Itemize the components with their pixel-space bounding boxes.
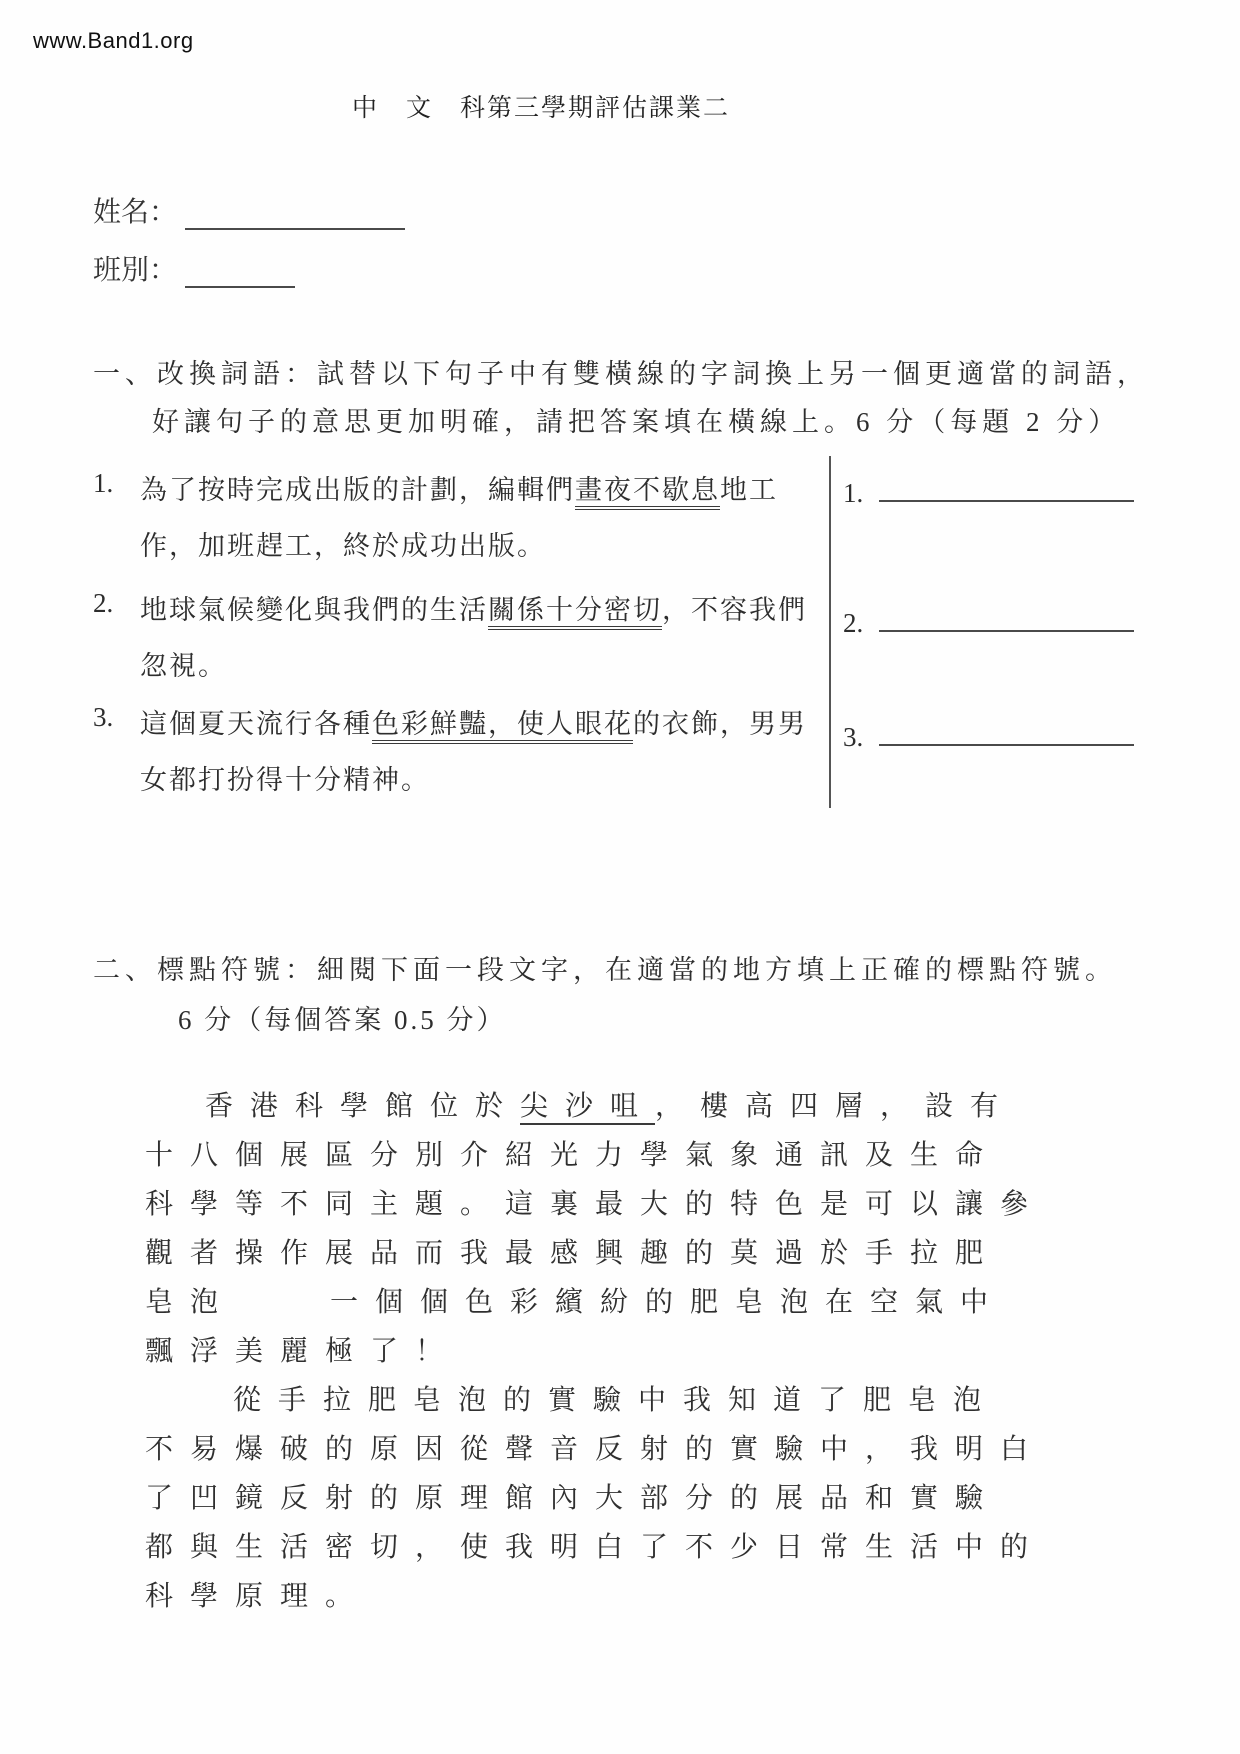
name-blank-line xyxy=(185,198,405,230)
answer3-row xyxy=(843,712,1134,753)
passage-line-11: 科學原理。 xyxy=(145,1581,371,1612)
question2-line2: 忽視。 xyxy=(140,651,227,681)
section2-heading-line1: 二、標點符號：細閱下面一段文字，在適當的地方填上正確的標點符號。 xyxy=(93,955,1117,985)
class-label: 班別： xyxy=(93,255,178,286)
answer1-row xyxy=(843,468,1134,509)
question2-number: 2. xyxy=(93,588,114,618)
passage-line-9: 了凹鏡反射的原理館內大部分的展品和實驗 xyxy=(145,1483,1001,1514)
passage-line-1 xyxy=(145,1082,1075,1131)
passage-line-3: 科學等不同主題。這裏最大的特色是可以讓參 xyxy=(145,1189,1046,1220)
question1-text-post: 地工 xyxy=(720,475,778,505)
answer1-blank-line xyxy=(879,468,1134,502)
question2-text-post: ，不容我們 xyxy=(662,595,807,625)
question1-line1 xyxy=(140,468,778,507)
question2-target-word: 關係十分密切 xyxy=(488,595,662,630)
question2-text-pre: 地球氣候變化與我們的生活 xyxy=(140,595,488,625)
question3-line1 xyxy=(140,702,807,741)
question1-line2: 作，加班趕工，終於成功出版。 xyxy=(140,531,546,561)
question3-text-post: 的衣飾，男男 xyxy=(633,709,807,739)
site-watermark: www.Band1.org xyxy=(33,28,194,53)
answer2-row xyxy=(843,598,1134,639)
question3-target-word: 色彩鮮豔，使人眼花 xyxy=(372,709,633,744)
name-label: 姓名： xyxy=(93,197,178,228)
passage-underlined-place-name: 尖沙咀 xyxy=(520,1091,655,1125)
answer2-blank-line xyxy=(879,598,1134,632)
passage-line-6: 飄浮美麗極了！ xyxy=(145,1336,461,1367)
passage-line-5 xyxy=(145,1278,1075,1327)
punctuation-passage xyxy=(145,1082,1075,1621)
class-field-row xyxy=(93,248,295,288)
passage-line-10: 都與生活密切，使我明白了不少日常生活中的 xyxy=(145,1532,1046,1563)
passage-line-7-text: 從手拉肥皂泡的實驗中我知道了肥皂泡 xyxy=(233,1385,999,1416)
section1-heading-line2: 好讓句子的意思更加明確，請把答案填在橫線上。6 分（每題 2 分） xyxy=(152,407,1121,437)
question1-number: 1. xyxy=(93,468,114,498)
page-title: 中 文 科第三學期評估課業二 xyxy=(352,95,731,122)
question1-text-pre: 為了按時完成出版的計劃，編輯們 xyxy=(140,475,575,505)
question3-line2: 女都打扮得十分精神。 xyxy=(140,765,430,795)
question3-text-pre: 這個夏天流行各種 xyxy=(140,709,372,739)
answer3-number: 3. xyxy=(843,722,864,752)
section1-heading-line1: 一、改換詞語：試替以下句子中有雙橫線的字詞換上另一個更適當的詞語， xyxy=(93,359,1149,389)
passage-line-7 xyxy=(145,1376,1075,1425)
answer-column-divider xyxy=(829,456,831,808)
passage-line-1-pre: 香港科學館位於 xyxy=(205,1091,521,1122)
passage-line-8: 不易爆破的原因從聲音反射的實驗中，我明白 xyxy=(145,1434,1046,1465)
question3-number: 3. xyxy=(93,702,114,732)
answer1-number: 1. xyxy=(843,478,864,508)
passage-line-2: 十八個展區分別介紹光力學氣象通訊及生命 xyxy=(145,1140,1001,1171)
class-blank-line xyxy=(185,256,295,288)
question2-line1 xyxy=(140,588,807,627)
passage-line-5-start: 皂泡 xyxy=(145,1287,236,1318)
passage-line-1-post: ，樓高四層，設有 xyxy=(655,1091,1016,1122)
passage-line-4: 觀者操作展品而我最感興趣的莫過於手拉肥 xyxy=(145,1238,1001,1269)
question1-target-word: 畫夜不歇息 xyxy=(575,475,720,510)
answer2-number: 2. xyxy=(843,608,864,638)
name-field-row xyxy=(93,190,405,230)
passage-line-5-rest: 一個個色彩繽紛的肥皂泡在空氣中 xyxy=(330,1287,1006,1318)
section2-heading-line2: 6 分（每個答案 0.5 分） xyxy=(178,1005,507,1035)
answer3-blank-line xyxy=(879,712,1134,746)
